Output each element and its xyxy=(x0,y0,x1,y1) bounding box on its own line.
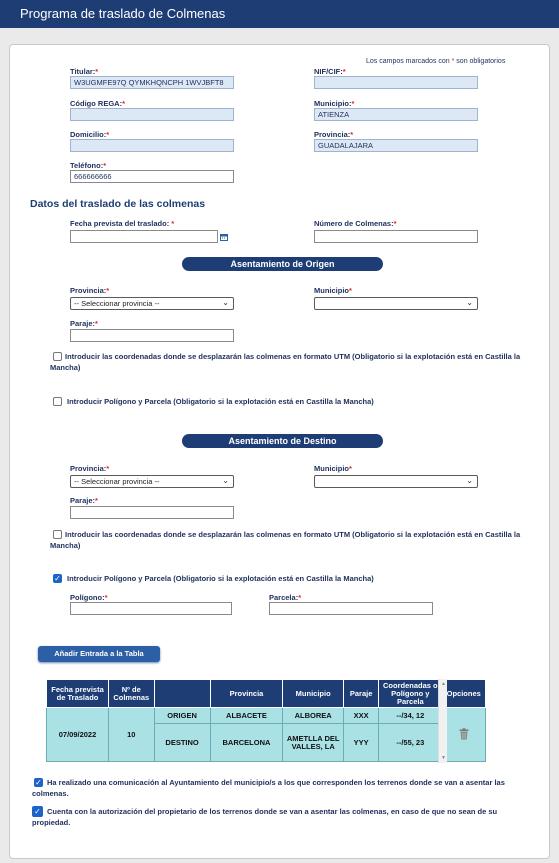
rega-label: Código REGA:* xyxy=(70,99,125,108)
parcela-label: Parcela:* xyxy=(269,593,302,602)
cell-paraje: XXX xyxy=(344,708,379,724)
header-provincia: Provincia xyxy=(210,680,283,708)
origen-section-title: Asentamiento de Origen xyxy=(182,257,383,271)
chevron-down-icon: ⌄ xyxy=(222,476,229,485)
required-note-suffix: son obligatorios xyxy=(456,58,506,65)
header-opciones: Opciones xyxy=(442,680,486,708)
cell-municipio: ALBOREA xyxy=(283,708,344,724)
chevron-down-icon: ⌄ xyxy=(222,298,229,307)
cell-tipo: DESTINO xyxy=(154,724,210,762)
form-panel xyxy=(9,44,550,859)
header-coordenadas: Coordenadas o Polígono y Parcela xyxy=(379,680,442,708)
telefono-field[interactable]: 666666666 xyxy=(70,170,234,183)
domicilio-label: Domicilio:* xyxy=(70,130,110,139)
rega-field[interactable] xyxy=(70,108,234,121)
origen-poligono-text: Introducir Polígono y Parcela (Obligatorio si la explotación está en Castilla la Mancha) xyxy=(67,397,374,406)
cell-paraje: YYY xyxy=(344,724,379,762)
origen-provincia-value: -- Seleccionar provincia -- xyxy=(74,299,160,308)
origen-paraje-label: Paraje:* xyxy=(70,319,98,328)
cell-colmenas: 10 xyxy=(109,708,154,762)
chevron-down-icon: ⌄ xyxy=(466,298,473,307)
page-header xyxy=(0,0,559,28)
table-scrollbar[interactable] xyxy=(438,679,447,763)
cell-coordenadas: --/55, 23 xyxy=(379,724,442,762)
num-colmenas-field[interactable] xyxy=(314,230,478,243)
destino-paraje-label: Paraje:* xyxy=(70,496,98,505)
provincia-titular-field[interactable]: GUADALAJARA xyxy=(314,139,478,152)
calendar-icon[interactable] xyxy=(220,233,228,241)
parcela-field[interactable] xyxy=(269,602,433,615)
telefono-label: Teléfono:* xyxy=(70,161,107,170)
titular-label: Titular:* xyxy=(70,67,99,76)
municipio-titular-label: Municipio:* xyxy=(314,99,355,108)
autorizacion-text: Cuenta con la autorización del propietario de los terrenos donde se van a asentar las colmenas, en caso de que no sean de su propiedad. xyxy=(32,807,498,827)
origen-municipio-select[interactable] xyxy=(314,297,478,310)
fecha-field[interactable] xyxy=(70,230,218,243)
destino-section-title: Asentamiento de Destino xyxy=(182,434,383,448)
destino-poligono-checkbox[interactable]: ✓ xyxy=(54,574,61,583)
table-row xyxy=(47,708,486,724)
scroll-down-icon[interactable]: ▼ xyxy=(441,755,446,761)
datos-section-title: Datos del traslado de las colmenas xyxy=(30,198,206,210)
autorizacion-checkbox[interactable]: ✓ xyxy=(32,806,43,817)
origen-poligono-checkbox[interactable] xyxy=(53,397,62,406)
header-municipio: Municipio xyxy=(283,680,344,708)
destino-utm-text: Introducir las coordenadas donde se desplazarán las colmenas en formato UTM (Obligatorio si la explotación está en Castilla la Mancha) xyxy=(50,530,521,550)
ayuntamiento-checkbox[interactable]: ✓ xyxy=(35,778,42,787)
page-title: Programa de traslado de Colmenas xyxy=(20,6,226,21)
required-note xyxy=(366,58,505,65)
required-note-prefix: Los campos marcados con xyxy=(366,58,450,65)
destino-poligono-text: Introducir Polígono y Parcela (Obligatorio si la explotación está en Castilla la Mancha) xyxy=(67,574,374,583)
cell-provincia: ALBACETE xyxy=(210,708,283,724)
num-colmenas-label: Número de Colmenas:* xyxy=(314,219,397,228)
nif-label: NIF/CIF:* xyxy=(314,67,346,76)
cell-coordenadas: --/34, 12 xyxy=(379,708,442,724)
scroll-up-icon[interactable]: ▲ xyxy=(441,681,446,687)
header-paraje: Paraje xyxy=(344,680,379,708)
cell-provincia: BARCELONA xyxy=(210,724,283,762)
origen-utm-text: Introducir las coordenadas donde se desplazarán las colmenas en formato UTM (Obligatorio si la explotación está en Castilla la Mancha) xyxy=(50,352,521,372)
destino-paraje-field[interactable] xyxy=(70,506,234,519)
destino-provincia-value: -- Seleccionar provincia -- xyxy=(74,477,160,486)
poligono-field[interactable] xyxy=(70,602,232,615)
fecha-label: Fecha prevista del traslado: * xyxy=(70,219,175,228)
add-entry-button[interactable]: Añadir Entrada a la Tabla xyxy=(38,646,160,662)
cell-fecha: 07/09/2022 xyxy=(47,708,109,762)
traslados-table xyxy=(46,679,486,762)
municipio-titular-field[interactable]: ATIENZA xyxy=(314,108,478,121)
ayuntamiento-text: Ha realizado una comunicación al Ayuntamiento del municipio/s a los que corresponden los terrenos donde se van a asentar las colmenas. xyxy=(32,778,505,798)
trash-icon[interactable] xyxy=(459,728,469,740)
header-tipo xyxy=(154,680,210,708)
poligono-label: Polígono:* xyxy=(70,593,108,602)
origen-provincia-label: Provincia:* xyxy=(70,286,110,295)
destino-provincia-label: Provincia:* xyxy=(70,464,110,473)
provincia-titular-label: Provincia:* xyxy=(314,130,354,139)
required-star: * xyxy=(451,58,455,65)
titular-field[interactable]: W3UGMFE97Q QYMKHQNCPH 1WVJBFT8 xyxy=(70,76,234,89)
cell-tipo: ORIGEN xyxy=(154,708,210,724)
destino-municipio-select[interactable] xyxy=(314,475,478,488)
header-colmenas: Nº de Colmenas xyxy=(109,680,154,708)
nif-field[interactable] xyxy=(314,76,478,89)
destino-provincia-select[interactable] xyxy=(70,475,234,488)
origen-provincia-select[interactable] xyxy=(70,297,234,310)
chevron-down-icon: ⌄ xyxy=(466,476,473,485)
destino-municipio-label: Municipio* xyxy=(314,464,352,473)
header-fecha: Fecha prevista de Traslado xyxy=(47,680,109,708)
cell-opciones xyxy=(442,708,486,762)
origen-paraje-field[interactable] xyxy=(70,329,234,342)
domicilio-field[interactable] xyxy=(70,139,234,152)
cell-municipio: AMETLLA DEL VALLES, LA xyxy=(283,724,344,762)
origen-municipio-label: Municipio* xyxy=(314,286,352,295)
